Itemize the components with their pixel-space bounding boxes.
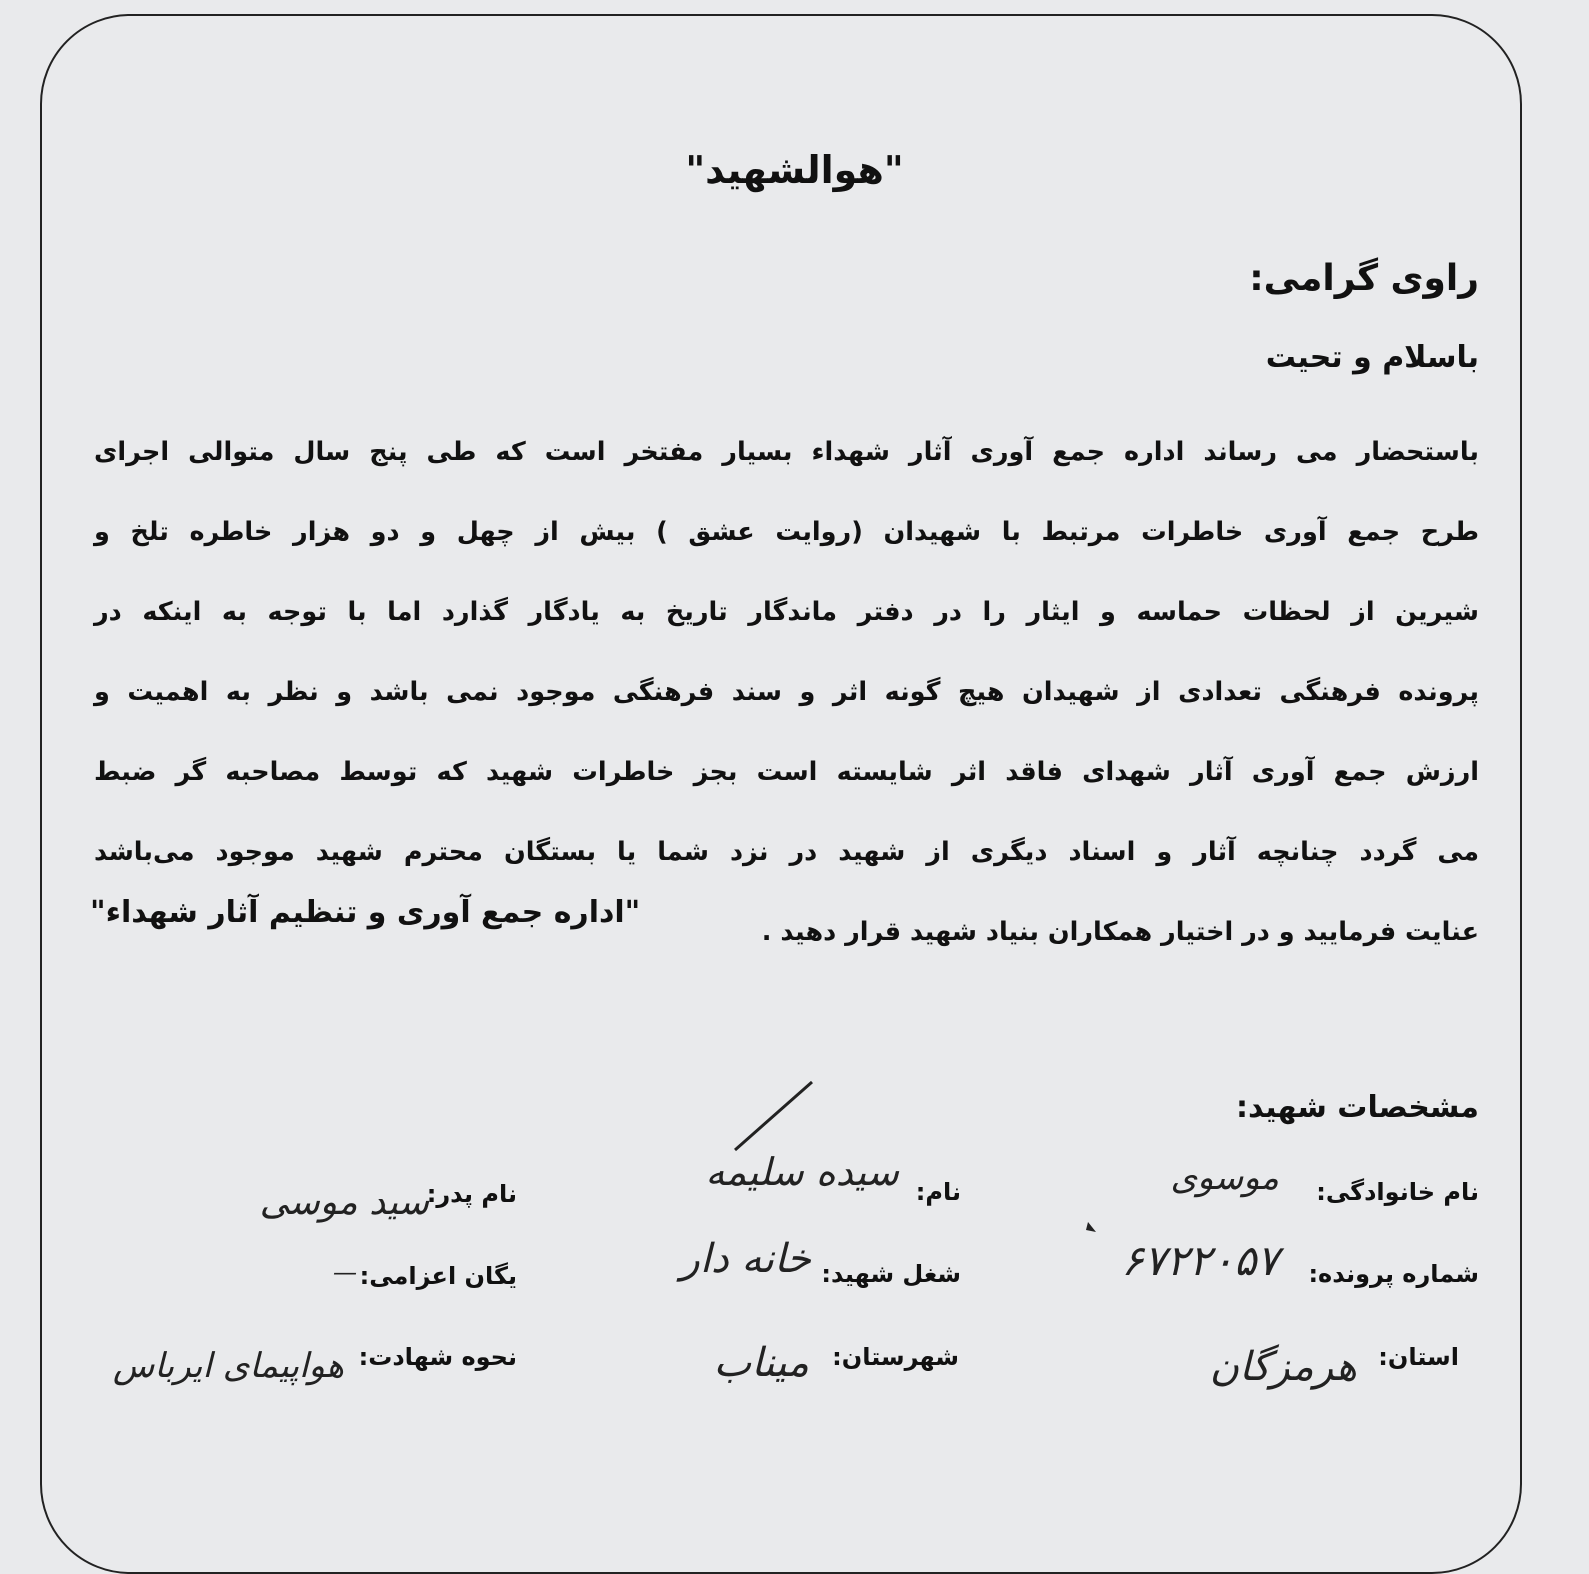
body-line: باستحضار می رساند اداره جمع آوری آثار شهداء بسیار مفتخر است که طی پنج سال متوالی اجرای xyxy=(94,437,1479,467)
body-line: می گردد چنانچه آثار و اسناد دیگری از شهید در نزد شما یا بستگان محترم شهید موجود می‌باشد xyxy=(94,837,1479,867)
father-name-value: سید موسی xyxy=(259,1182,429,1223)
unit-value: — xyxy=(333,1258,357,1286)
body-line: ارزش جمع آوری آثار شهدای فاقد اثر شایسته است بجز خاطرات شهید که توسط مصاحبه گر ضبط xyxy=(94,757,1479,787)
martyrdom-label: نحوه شهادت: xyxy=(358,1343,517,1371)
document-title: "هوالشهید" xyxy=(685,148,904,192)
first-name-label: نام: xyxy=(915,1178,961,1206)
martyrdom-value: هواپیمای ایرباس xyxy=(112,1346,344,1386)
unit-label: یگان اعزامی: xyxy=(359,1262,517,1290)
file-number-value: ۶۷۲۲۰۵۷ xyxy=(1121,1236,1279,1285)
specs-heading: مشخصات شهید: xyxy=(1235,1090,1479,1125)
county-value: میناب xyxy=(713,1340,809,1386)
body-line: شیرین از لحظات حماسه و ایثار را در دفتر ماندگار تاریخ به یادگار گذارد اما با توجه به اینکه در xyxy=(94,597,1479,627)
province-value: هرمزگان xyxy=(1209,1344,1357,1390)
body-line: پرونده فرهنگی تعدادی از شهیدان هیچ گونه اثر و سند فرهنگی موجود نمی باشد و نظر به اهمیت و xyxy=(94,677,1479,707)
occupation-value: خانه دار xyxy=(680,1236,811,1282)
family-name-value: موسوی xyxy=(1170,1158,1279,1198)
province-label: استان: xyxy=(1378,1343,1459,1371)
greeting-recipient: راوی گرامی: xyxy=(1249,258,1479,299)
body-line: عنایت فرمایید و در اختیار همکاران بنیاد شهید قرار دهید . xyxy=(761,917,1479,947)
occupation-label: شغل شهید: xyxy=(821,1260,961,1288)
pen-slash-mark xyxy=(735,1082,812,1150)
file-number-label: شماره پرونده: xyxy=(1308,1260,1479,1288)
first-name-value: سیده سلیمه xyxy=(705,1150,899,1194)
office-signature: "اداره جمع آوری و تنظیم آثار شهداء" xyxy=(90,895,641,930)
county-label: شهرستان: xyxy=(832,1343,959,1371)
greeting-salutation: باسلام و تحیت xyxy=(1265,340,1479,375)
father-name-label: نام پدر: xyxy=(426,1180,517,1208)
pen-asterisk-mark xyxy=(1086,1222,1096,1232)
body-line: طرح جمع آوری خاطرات مرتبط با شهیدان (روایت عشق ) بیش از چهل و دو هزار خاطره تلخ و xyxy=(94,517,1479,547)
family-name-label: نام خانوادگی: xyxy=(1316,1178,1479,1206)
